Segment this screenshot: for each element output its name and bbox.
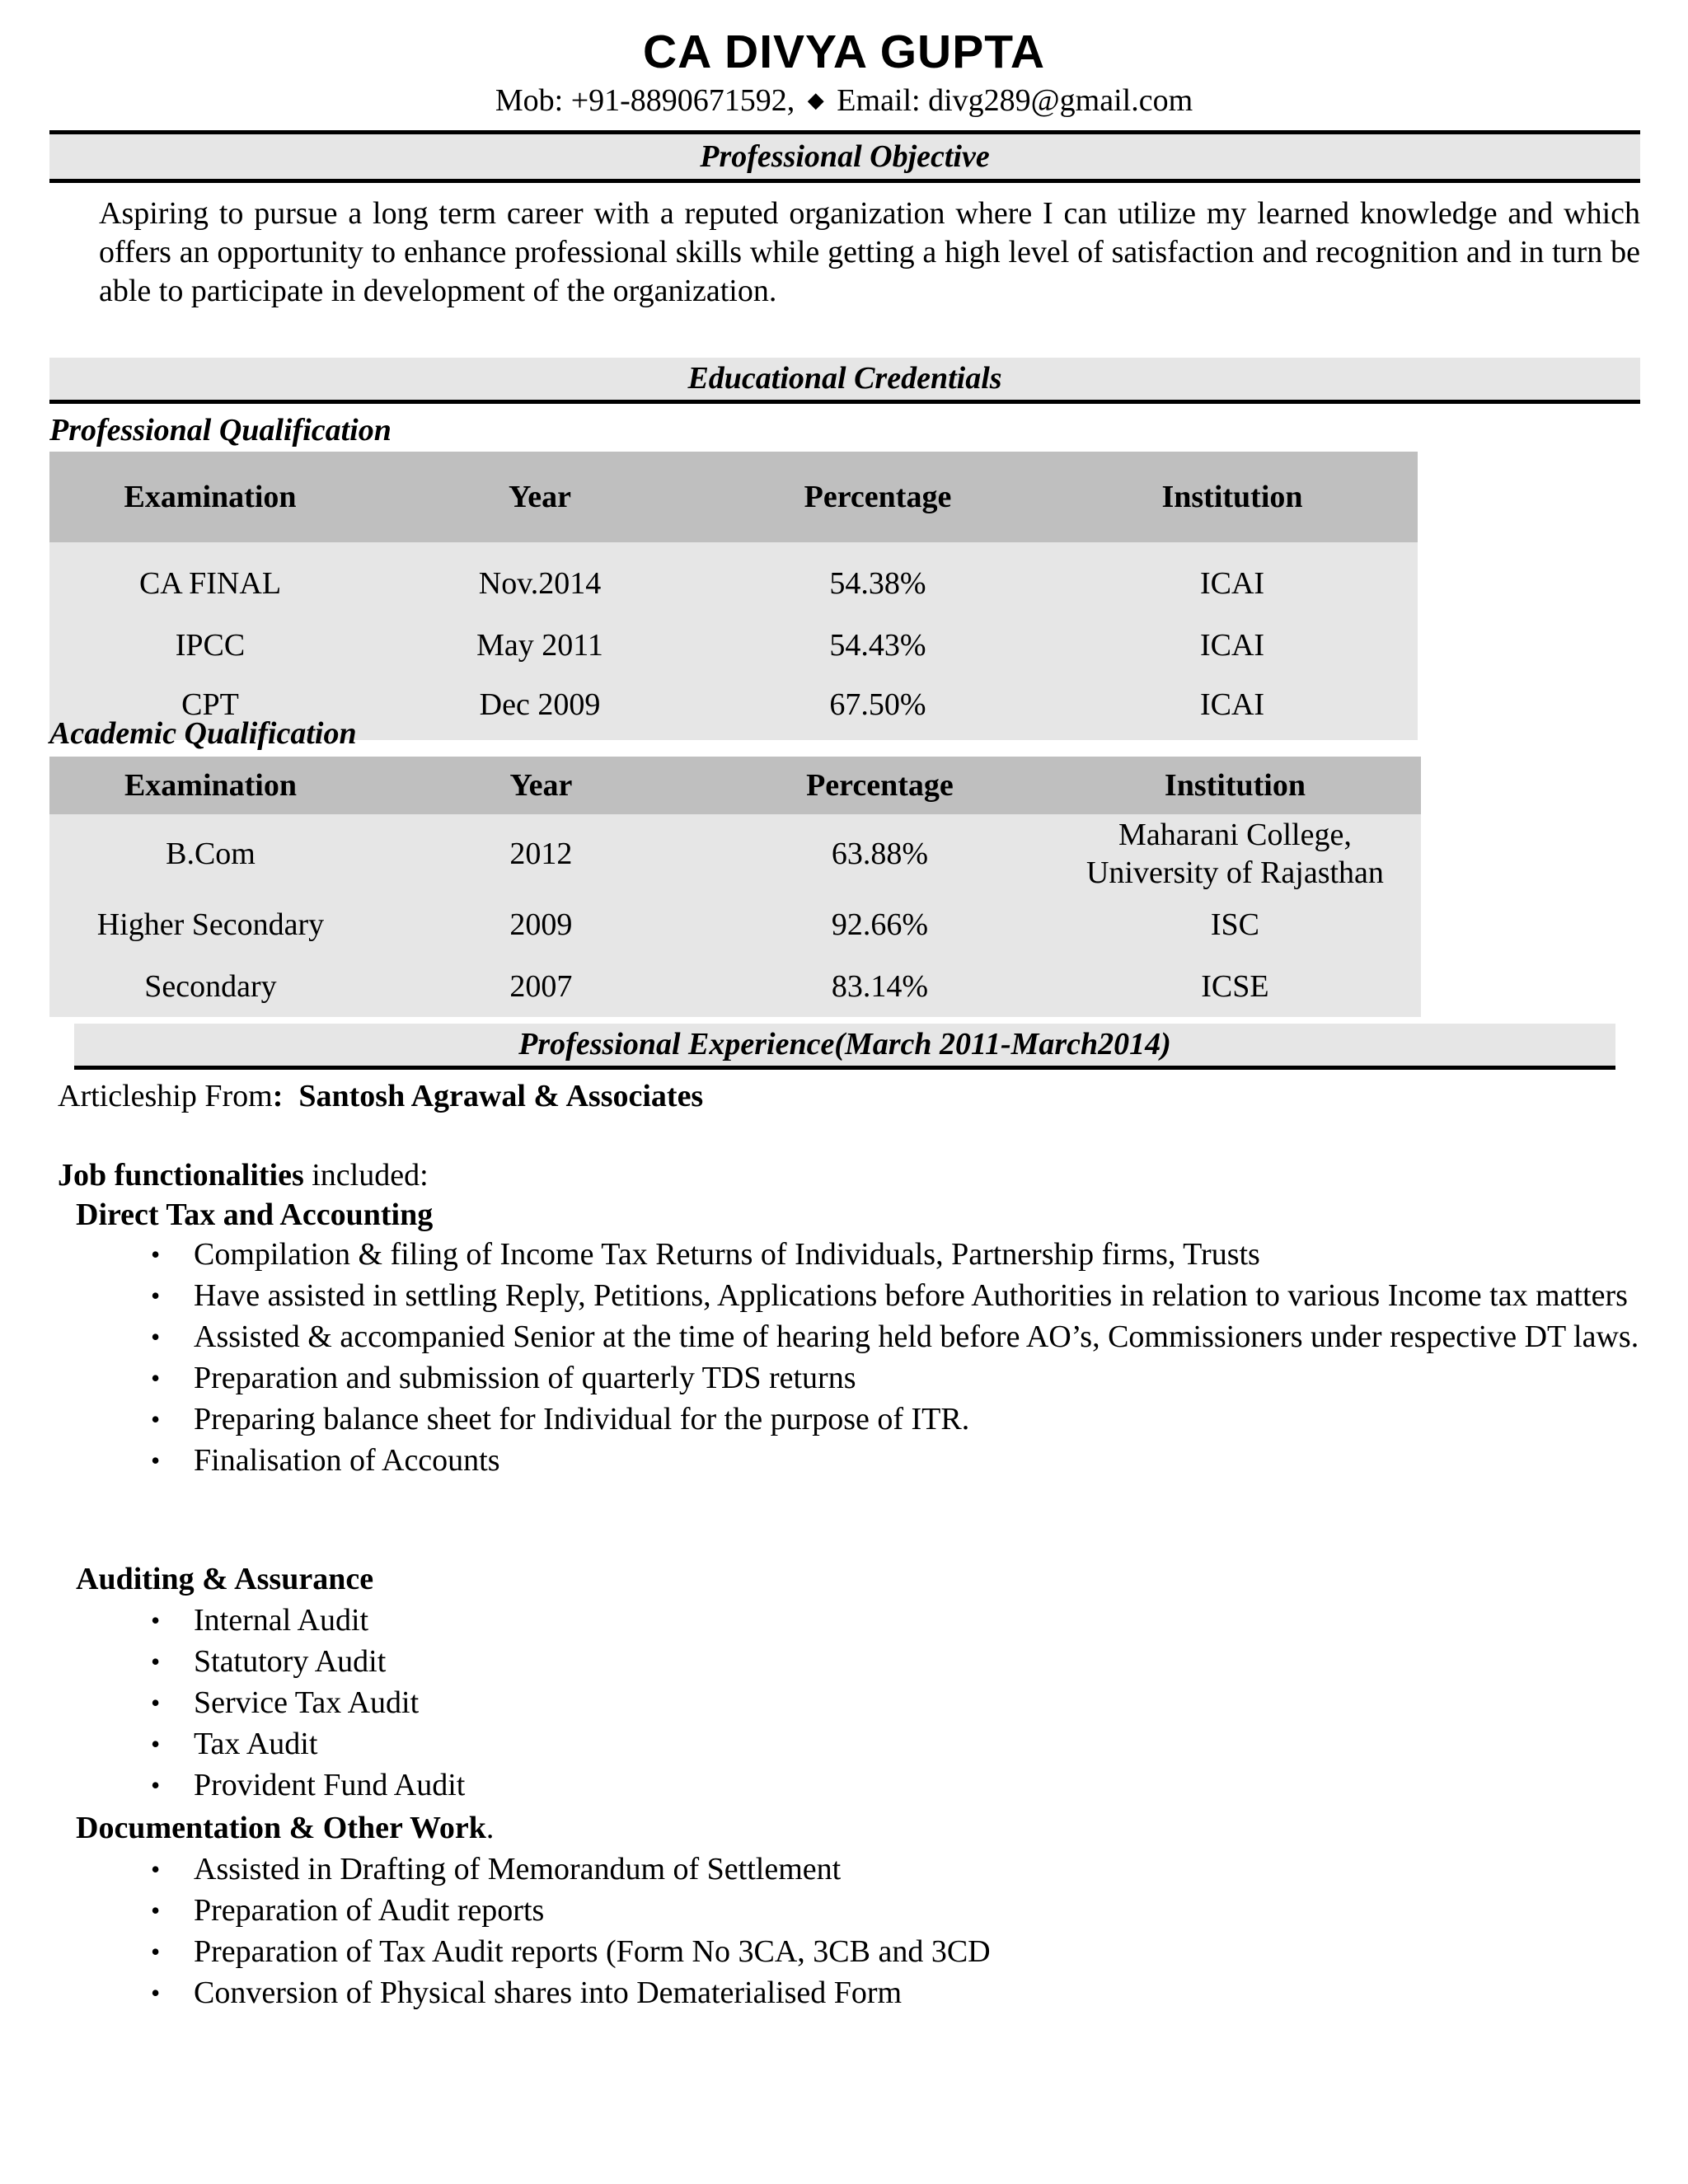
list-item <box>151 1724 1640 1764</box>
direct-tax-list <box>151 1235 1640 1482</box>
list-item-text: Service Tax Audit <box>194 1685 420 1720</box>
bullet-icon: • <box>151 1240 161 1269</box>
diamond-bullet-icon: ◆ <box>807 88 824 112</box>
cell-year: 2007 <box>372 956 710 1017</box>
header-institution: Institution <box>1049 757 1421 814</box>
cell-year: Nov.2014 <box>371 542 709 616</box>
table-row <box>49 956 1421 1017</box>
email-address: Email: divg289@gmail.com <box>837 83 1193 118</box>
header-year: Year <box>371 452 709 542</box>
job-functionalities-line <box>58 1157 429 1193</box>
list-item-text: Conversion of Physical shares into Dematerialised Form <box>194 1975 903 2010</box>
professional-qualification-heading: Professional Qualification <box>49 413 392 448</box>
header-examination: Examination <box>49 757 372 814</box>
list-item <box>151 1891 1640 1930</box>
list-item-text: Preparation of Audit reports <box>194 1893 545 1928</box>
list-item <box>151 1399 1640 1439</box>
cell-examination: CPT <box>49 674 371 740</box>
category-title: Documentation & Other Work <box>76 1811 486 1845</box>
list-item-text: Statutory Audit <box>194 1644 387 1679</box>
list-item-text: Compilation & filing of Income Tax Returns of Individuals, Partnership firms, Trusts <box>194 1237 1260 1272</box>
bullet-icon: • <box>151 1322 161 1352</box>
cell-institution: ICSE <box>1049 956 1421 1017</box>
list-item <box>151 1973 1640 2013</box>
professional-qualification-table <box>49 452 1418 740</box>
cell-institution <box>1049 814 1421 893</box>
list-item <box>151 1317 1640 1357</box>
institution-line: University of Rajasthan <box>1085 855 1384 890</box>
articleship-label: Articleship From <box>58 1079 273 1113</box>
bullet-icon: • <box>151 1363 161 1393</box>
category-heading-documentation <box>76 1810 494 1846</box>
bullet-icon: • <box>151 1281 161 1310</box>
list-item-text: Preparation and submission of quarterly TDS returns <box>194 1361 856 1395</box>
mobile-number: Mob: +91-8890671592, <box>495 83 795 118</box>
table-header-row <box>49 757 1421 814</box>
table-row <box>49 893 1421 956</box>
cell-percentage: 83.14% <box>710 956 1049 1017</box>
list-item <box>151 1235 1640 1274</box>
header-institution: Institution <box>1047 452 1418 542</box>
header-percentage: Percentage <box>710 757 1049 814</box>
cell-percentage: 63.88% <box>710 814 1049 893</box>
candidate-name: CA DIVYA GUPTA <box>642 26 1045 78</box>
bullet-icon: • <box>151 1404 161 1434</box>
list-item <box>151 1276 1640 1315</box>
list-item-text: Internal Audit <box>194 1603 369 1638</box>
bullet-icon: • <box>151 1770 161 1800</box>
cell-institution: ICAI <box>1047 542 1418 616</box>
list-item <box>151 1601 1640 1640</box>
category-title-suffix: . <box>485 1811 495 1845</box>
list-item-text: Preparing balance sheet for Individual for the purpose of ITR. <box>194 1402 970 1436</box>
cell-year: May 2011 <box>371 616 709 674</box>
cell-examination: CA FINAL <box>49 542 371 616</box>
list-item-text: Provident Fund Audit <box>194 1768 466 1802</box>
list-item <box>151 1849 1640 1889</box>
bullet-icon: • <box>151 1729 161 1759</box>
cell-examination: B.Com <box>49 814 372 893</box>
section-heading-objective: Professional Objective <box>49 130 1640 183</box>
list-item <box>151 1765 1640 1805</box>
list-item-text: Finalisation of Accounts <box>194 1443 500 1478</box>
contact-line <box>0 82 1688 119</box>
list-item <box>151 1441 1640 1480</box>
list-item-text: Tax Audit <box>194 1727 318 1761</box>
table-row <box>49 542 1418 616</box>
articleship-firm: Santosh Agrawal & Associates <box>298 1079 704 1113</box>
list-item <box>151 1683 1640 1722</box>
cell-institution: ICAI <box>1047 674 1418 740</box>
cell-percentage: 54.38% <box>709 542 1047 616</box>
table-row <box>49 616 1418 674</box>
category-heading-direct-tax: Direct Tax and Accounting <box>76 1197 434 1232</box>
section-heading-experience: Professional Experience(March 2011-March2014) <box>74 1024 1615 1070</box>
articleship-line <box>58 1078 703 1114</box>
institution-line: Maharani College, <box>1118 818 1352 852</box>
category-heading-auditing: Auditing & Assurance <box>76 1562 374 1596</box>
list-item <box>151 1642 1640 1681</box>
cell-institution: ICAI <box>1047 616 1418 674</box>
table-row <box>49 814 1421 893</box>
job-functionalities-label: Job functionalities <box>58 1158 304 1193</box>
table-header-row <box>49 452 1418 542</box>
list-item-text: Preparation of Tax Audit reports (Form No 3CA, 3CB and 3CD <box>194 1934 991 1969</box>
cell-year: 2012 <box>372 814 710 893</box>
bullet-icon: • <box>151 1896 161 1925</box>
section-heading-education: Educational Credentials <box>49 358 1640 404</box>
bullet-icon: • <box>151 1688 161 1718</box>
cell-examination: Secondary <box>49 956 372 1017</box>
list-item-text: Assisted & accompanied Senior at the time of hearing held before AO’s, Commissioners under respective DT laws. <box>194 1319 1639 1354</box>
list-item-text: Have assisted in settling Reply, Petitions, Applications before Authorities in relation to various Income tax matters <box>194 1278 1628 1313</box>
header-examination: Examination <box>49 452 371 542</box>
job-functionalities-suffix: included: <box>303 1158 429 1193</box>
academic-qualification-table <box>49 757 1421 1017</box>
cell-examination: IPCC <box>49 616 371 674</box>
cell-institution: ISC <box>1049 893 1421 956</box>
articleship-colon: : <box>272 1079 284 1113</box>
objective-text: Aspiring to pursue a long term career with a reputed organization where I can utilize my learned knowledge and which offers an opportunity to enhance professional skills while getting a high level of satisfaction and recognition and in turn be able to participate in development of the organization. <box>99 196 1640 308</box>
documentation-list <box>151 1849 1640 2014</box>
cell-year: 2009 <box>372 893 710 956</box>
bullet-icon: • <box>151 1937 161 1966</box>
cell-year: Dec 2009 <box>371 674 709 740</box>
cell-examination: Higher Secondary <box>49 893 372 956</box>
academic-qualification-heading: Academic Qualification <box>49 716 357 751</box>
cell-percentage: 92.66% <box>710 893 1049 956</box>
bullet-icon: • <box>151 1854 161 1884</box>
list-item <box>151 1932 1640 1971</box>
bullet-icon: • <box>151 1978 161 2008</box>
list-item <box>151 1358 1640 1398</box>
bullet-icon: • <box>151 1647 161 1676</box>
auditing-list <box>151 1601 1640 1807</box>
header-percentage: Percentage <box>709 452 1047 542</box>
list-item-text: Assisted in Drafting of Memorandum of Settlement <box>194 1852 842 1886</box>
bullet-icon: • <box>151 1605 161 1635</box>
cell-percentage: 54.43% <box>709 616 1047 674</box>
header-year: Year <box>372 757 710 814</box>
bullet-icon: • <box>151 1446 161 1475</box>
cell-percentage: 67.50% <box>709 674 1047 740</box>
